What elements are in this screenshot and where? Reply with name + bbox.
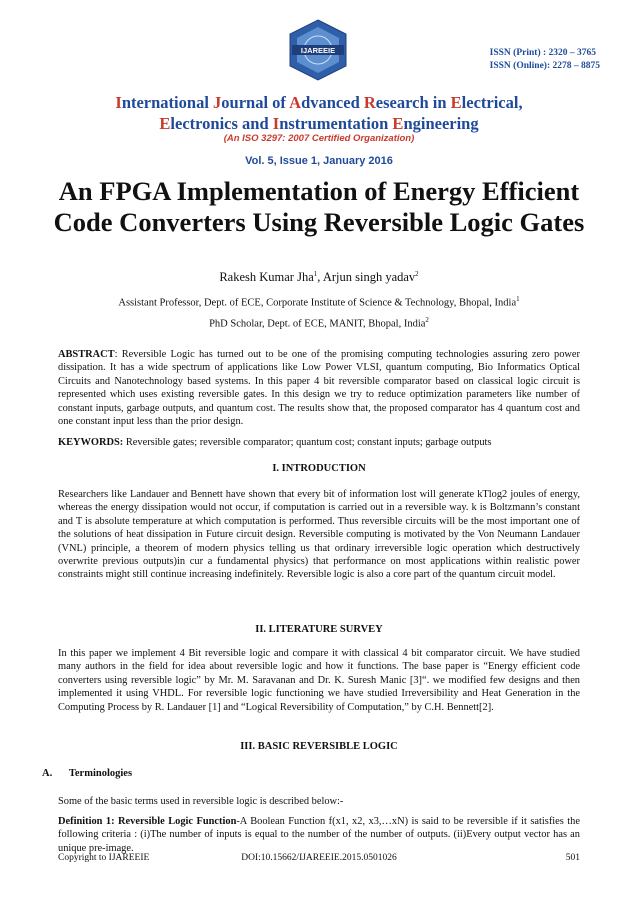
affiliation-marker: 1 <box>516 295 520 303</box>
svg-text:IJAREEIE: IJAREEIE <box>300 46 336 55</box>
definition-label: Definition 1: Reversible Logic Function <box>58 816 237 827</box>
abstract-text: : Reversible Logic has turned out to be one of the promising computing technologies assuring zero power dissipation. It has a wide spectrum of applications like Low Power VLSI, quantum computing, Bio Informatics Optical Circuits and Nanotechnology based systems. In this paper 4 bit reversible comparator based on classical logic circuit is represented which uses existing reversible gates. In this design we try to reduce optimization parameters like number of constant inputs, garbage outputs, and quantum cost. The results show that, the proposed comparator has 4 quantum cost and one constant input less than the prior design. <box>58 349 580 428</box>
volume-issue: Vol. 5, Issue 1, January 2016 <box>245 155 393 167</box>
affiliation-2 <box>0 316 638 330</box>
author-name: Arjun singh yadav <box>322 270 416 285</box>
journal-initial: E <box>392 114 404 133</box>
subsection-letter: A. <box>42 768 53 779</box>
definition-text: -A Boolean Function f(x1, x2, x3,…xN) is said to be reversible if it satisfies the following criteria : (i)The number of inputs is equal to the number of the number of outputs. (ii)Every output vector has an unique pre-image. <box>58 816 580 854</box>
section-heading-basic-logic: III. BASIC REVERSIBLE LOGIC <box>240 741 398 752</box>
journal-logo <box>286 18 350 82</box>
journal-word: nstrumentation <box>279 114 393 133</box>
paper-title: An FPGA Implementation of Energy Efficient Code Converters Using Reversible Logic Gates <box>53 176 585 237</box>
keywords-text: Reversible gates; reversible comparator; quantum cost; constant inputs; garbage outputs <box>123 437 492 448</box>
issn-print: ISSN (Print) : 2320 – 3765 <box>489 48 597 58</box>
footer-page-number: 501 <box>565 853 580 863</box>
journal-initial: E <box>159 114 171 133</box>
journal-initial: A <box>289 93 302 112</box>
journal-word: lectronics and <box>170 114 273 133</box>
section-heading-introduction: I. INTRODUCTION <box>272 463 366 474</box>
journal-name-line1 <box>0 92 638 113</box>
author-affil-marker: 2 <box>415 270 419 278</box>
journal-initial: I <box>272 114 280 133</box>
journal-word: nternational <box>121 93 214 112</box>
keywords-label: KEYWORDS: <box>58 437 124 448</box>
keywords <box>58 436 580 449</box>
affiliation-text: PhD Scholar, Dept. of ECE, MANIT, Bhopal, India <box>209 318 426 330</box>
affiliation-text: Assistant Professor, Dept. of ECE, Corporate Institute of Science & Technology, Bhopal, India <box>118 297 517 309</box>
footer-copyright: Copyright to IJAREEIE <box>58 853 150 863</box>
literature-text: In this paper we implement 4 Bit reversible logic and compare it with classical 4 bit comparator circuit. We have studied many authors in the field for idea about reversible logic and how it functions. The base paper is “Energy efficient code converters using reversible logic” by Mr. M. Saravanan and Dr. K. Suresh Manic [3]“. we modified few designs and then implemented it using VHDL. For reversible logic functioning we have studied Irreversibility and Heat Generation in the Computing Process by R. Landauer [1] and “Logical Reversibility of Computation,” by C.H. Bennett[2]. <box>58 648 580 713</box>
affiliation-marker: 2 <box>425 316 429 324</box>
section-heading-literature: II. LITERATURE SURVEY <box>255 624 383 635</box>
journal-word: dvanced <box>301 93 364 112</box>
issn-block <box>490 47 600 73</box>
journal-initial: J <box>213 93 222 112</box>
journal-initial: I <box>115 93 122 112</box>
journal-initial: E <box>450 93 462 112</box>
journal-word: esearch in <box>375 93 451 112</box>
introduction-text: Researchers like Landauer and Bennett have shown that every bit of information lost will generate kTlog2 joules of energy, whereas the energy dissipation would not occur, if computation is carried out in a reversible way. k is Boltzmann’s constant and T is absolute temperature at which computation is performed. Thus reversible circuits will be the most important one of the solutions of heat dissipation in Future circuit design. Reversible computing is motivated by the Von Neumann Landauer (VNL) principle, a theorem of modern physics telling us that ordinary irreversible logic operation which destructively overwrite previous outputs)in cur a fundamental physics) that performance on most applications within realistic power constraints might still continue increasing indefinitely. Reversible logic is also a core part of the quantum circuit model. <box>58 489 580 581</box>
subsection-heading <box>42 768 132 779</box>
organization-line: (An ISO 3297: 2007 Certified Organization) <box>223 133 415 144</box>
abstract-label: ABSTRACT <box>58 349 115 360</box>
journal-name <box>0 92 638 134</box>
authors <box>0 270 638 285</box>
issn-online: ISSN (Online): 2278 – 8875 <box>489 61 600 71</box>
definition-1 <box>58 815 580 855</box>
journal-initial: R <box>363 93 376 112</box>
footer-doi: DOI:10.15662/IJAREEIE.2015.0501026 <box>241 853 397 863</box>
author-name: Rakesh Kumar Jha <box>219 270 314 285</box>
subsection-title: Terminologies <box>68 768 133 779</box>
terminologies-text: Some of the basic terms used in reversible logic is described below:- <box>58 796 344 807</box>
abstract <box>58 348 580 428</box>
journal-word: ournal of <box>221 93 290 112</box>
author-separator: , <box>317 270 323 285</box>
affiliation-1 <box>0 295 638 309</box>
author-affil-marker: 1 <box>313 270 318 278</box>
journal-word: lectrical, <box>461 93 523 112</box>
journal-name-line2 <box>0 113 638 134</box>
journal-word: ngineering <box>403 114 479 133</box>
